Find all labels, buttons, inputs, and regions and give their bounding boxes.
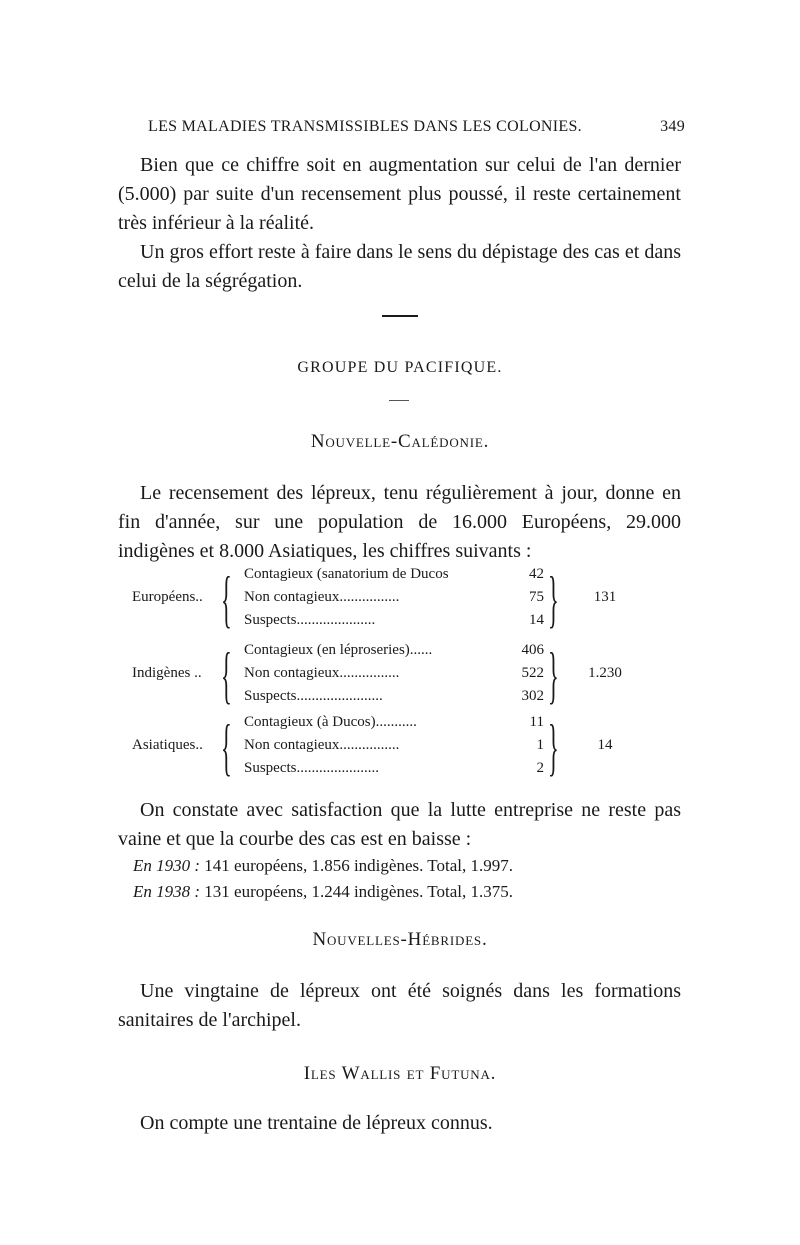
group-name: Européens.. — [132, 589, 203, 605]
year-line-1938 — [133, 882, 513, 902]
left-brace: { — [221, 563, 232, 634]
heading-nouvelle-caledonie: Nouvelle-Calédonie. — [310, 431, 490, 452]
table-group-indigenes — [0, 639, 800, 712]
header-title: LES MALADIES TRANSMISSIBLES DANS LES COLONIES. — [148, 118, 582, 135]
intro-paragraph-2: Un gros effort reste à faire dans le sens du dépistage des cas et dans celui de la ségrégation. — [118, 241, 681, 292]
heading-nouvelles-hebrides: Nouvelles-Hébrides. — [312, 929, 488, 950]
page-number: 349 — [660, 118, 685, 135]
year-label: En 1930 : — [133, 856, 201, 875]
table-row: Suspects...................... 2 — [244, 760, 544, 776]
nh-paragraph: Une vingtaine de lépreux ont été soignés dans les formations sanitaires de l'archipel. — [118, 980, 681, 1031]
table-row: Contagieux (à Ducos)........... 11 — [244, 714, 544, 730]
year-text: 131 européens, 1.244 indigènes. Total, 1.375. — [204, 882, 513, 901]
group-total: 131 — [593, 589, 617, 605]
table-row: Suspects..................... 14 — [244, 612, 544, 628]
right-brace: } — [548, 711, 559, 782]
table-row: Non contagieux................ 75 — [244, 589, 544, 605]
left-brace: { — [221, 711, 232, 782]
table-group-asiatiques — [0, 711, 800, 784]
year-label: En 1938 : — [133, 882, 201, 901]
table-row: Suspects....................... 302 — [244, 688, 544, 704]
year-line-1930 — [133, 856, 513, 876]
group-name: Asiatiques.. — [132, 737, 203, 753]
heading-wallis-futuna: Iles Wallis et Futuna. — [303, 1063, 497, 1084]
table-row: Non contagieux................ 1 — [244, 737, 544, 753]
left-brace: { — [221, 639, 232, 710]
group-title: GROUPE DU PACIFIQUE. — [297, 359, 503, 376]
group-total: 1.230 — [588, 665, 622, 681]
group-name: Indigènes .. — [132, 665, 202, 681]
wf-paragraph: On compte une trentaine de lépreux connus. — [140, 1112, 493, 1134]
section-divider — [382, 315, 418, 317]
table-group-europeens — [0, 563, 800, 636]
table-row: Contagieux (en léproseries)...... 406 — [244, 642, 544, 658]
table-row: Non contagieux................ 522 — [244, 665, 544, 681]
nc-intro-paragraph: Le recensement des lépreux, tenu régulièrement à jour, donne en fin d'année, sur une population de 16.000 Européens, 29.000 indigènes et 8.000 Asiatiques, les chiffres suivants : — [118, 482, 681, 562]
small-divider — [389, 400, 409, 401]
right-brace: } — [548, 639, 559, 710]
year-text: 141 européens, 1.856 indigènes. Total, 1.997. — [204, 856, 513, 875]
right-brace: } — [548, 563, 559, 634]
intro-paragraph-1: Bien que ce chiffre soit en augmentation sur celui de l'an dernier (5.000) par suite d'un recensement plus poussé, il reste certainement très inférieur à la réalité. — [118, 154, 681, 234]
group-total: 14 — [597, 737, 613, 753]
nc-after-paragraph: On constate avec satisfaction que la lutte entreprise ne reste pas vaine et que la courbe des cas est en baisse : — [118, 799, 681, 850]
table-row: Contagieux (sanatorium de Ducos 42 — [244, 566, 544, 582]
